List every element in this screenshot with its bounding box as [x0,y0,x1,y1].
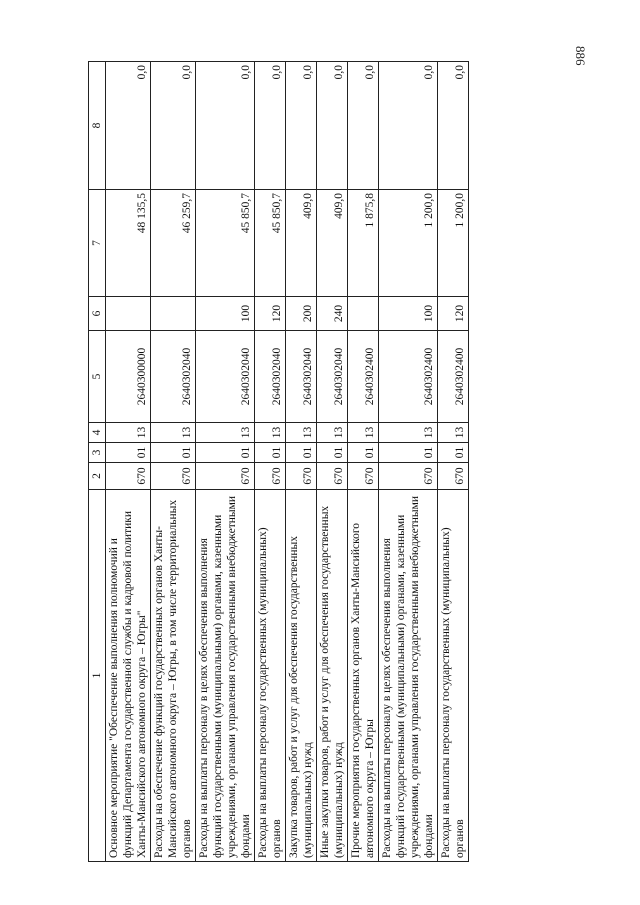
target-article-cell: 2640302040 [196,331,255,423]
amount-federal-cell: 0,0 [317,62,348,190]
expense-type-cell: 100 [196,297,255,331]
section-cell: 01 [438,443,469,463]
amount-cell: 48 135,5 [106,190,151,297]
expense-type-cell: 120 [438,297,469,331]
amount-cell: 409,0 [317,190,348,297]
header-cell: 2 [89,463,106,490]
admin-code-cell: 670 [196,463,255,490]
section-cell: 01 [196,443,255,463]
section-cell: 01 [255,443,286,463]
amount-federal-cell: 0,0 [348,62,379,190]
amount-cell: 45 850,7 [255,190,286,297]
page-number: 886 [573,46,588,66]
section-cell: 01 [286,443,317,463]
header-cell: 8 [89,62,106,190]
table-row [348,62,379,862]
amount-federal-cell: 0,0 [379,62,438,190]
expense-type-cell: 240 [317,297,348,331]
target-article-cell: 2640302040 [286,331,317,423]
table-row [317,62,348,862]
subsection-cell: 13 [196,423,255,443]
table-header-row [89,62,106,862]
target-article-cell: 2640302040 [151,331,196,423]
expense-type-cell [348,297,379,331]
header-cell: 7 [89,190,106,297]
amount-cell: 1 200,0 [438,190,469,297]
amount-federal-cell: 0,0 [438,62,469,190]
section-cell: 01 [151,443,196,463]
amount-federal-cell: 0,0 [255,62,286,190]
header-cell: 5 [89,331,106,423]
amount-cell: 45 850,7 [196,190,255,297]
amount-cell: 1 200,0 [379,190,438,297]
description-cell: Расходы на выплаты персоналу в целях обеспечения выполнения функций государственными (муниципальными) органами, казенными учреждениями, органами управления государственными внебюджетными фондами [196,490,255,862]
subsection-cell: 13 [438,423,469,443]
subsection-cell: 13 [255,423,286,443]
amount-cell: 46 259,7 [151,190,196,297]
description-cell: Прочие мероприятия государственных органов Ханты-Мансийского автономного округа – Югры [348,490,379,862]
expense-type-cell: 100 [379,297,438,331]
section-cell: 01 [379,443,438,463]
rotated-table-container [88,62,585,862]
subsection-cell: 13 [286,423,317,443]
table-row [286,62,317,862]
target-article-cell: 2640302040 [317,331,348,423]
target-article-cell: 2640302400 [348,331,379,423]
section-cell: 01 [317,443,348,463]
amount-cell: 409,0 [286,190,317,297]
table-row [151,62,196,862]
description-cell: Расходы на выплаты персоналу государственных (муниципальных) органов [255,490,286,862]
amount-cell: 1 875,8 [348,190,379,297]
subsection-cell: 13 [348,423,379,443]
admin-code-cell: 670 [255,463,286,490]
target-article-cell: 2640300000 [106,331,151,423]
target-article-cell: 2640302400 [379,331,438,423]
subsection-cell: 13 [151,423,196,443]
table-row [379,62,438,862]
target-article-cell: 2640302040 [255,331,286,423]
section-cell: 01 [348,443,379,463]
description-cell: Закупка товаров, работ и услуг для обеспечения государственных (муниципальных) нужд [286,490,317,862]
amount-federal-cell: 0,0 [151,62,196,190]
header-cell: 1 [89,490,106,862]
target-article-cell: 2640302400 [438,331,469,423]
amount-federal-cell: 0,0 [106,62,151,190]
admin-code-cell: 670 [317,463,348,490]
subsection-cell: 13 [317,423,348,443]
admin-code-cell: 670 [438,463,469,490]
admin-code-cell: 670 [106,463,151,490]
description-cell: Основное мероприятие "Обеспечение выполнения полномочий и функций Департамента государственной службы и кадровой политики Ханты-Мансийского автономного округа – Югры" [106,490,151,862]
section-cell: 01 [106,443,151,463]
table-row [438,62,469,862]
budget-table [88,61,469,862]
header-cell: 6 [89,297,106,331]
description-cell: Расходы на обеспечение функций государственных органов Ханты-Мансийского автономного округа – Югры, в том числе территориальных органов [151,490,196,862]
amount-federal-cell: 0,0 [286,62,317,190]
subsection-cell: 13 [379,423,438,443]
admin-code-cell: 670 [348,463,379,490]
header-cell: 4 [89,423,106,443]
expense-type-cell [106,297,151,331]
description-cell: Иные закупки товаров, работ и услуг для обеспечения государственных (муниципальных) нужд [317,490,348,862]
table-row [106,62,151,862]
admin-code-cell: 670 [286,463,317,490]
table-row [196,62,255,862]
expense-type-cell [151,297,196,331]
amount-federal-cell: 0,0 [196,62,255,190]
subsection-cell: 13 [106,423,151,443]
description-cell: Расходы на выплаты персоналу в целях обеспечения выполнения функций государственными (муниципальными) органами, казенными учреждениями, органами управления государственными внебюджетными фондами [379,490,438,862]
expense-type-cell: 120 [255,297,286,331]
header-cell: 3 [89,443,106,463]
admin-code-cell: 670 [379,463,438,490]
table-row [255,62,286,862]
description-cell: Расходы на выплаты персоналу государственных (муниципальных) органов [438,490,469,862]
expense-type-cell: 200 [286,297,317,331]
admin-code-cell: 670 [151,463,196,490]
